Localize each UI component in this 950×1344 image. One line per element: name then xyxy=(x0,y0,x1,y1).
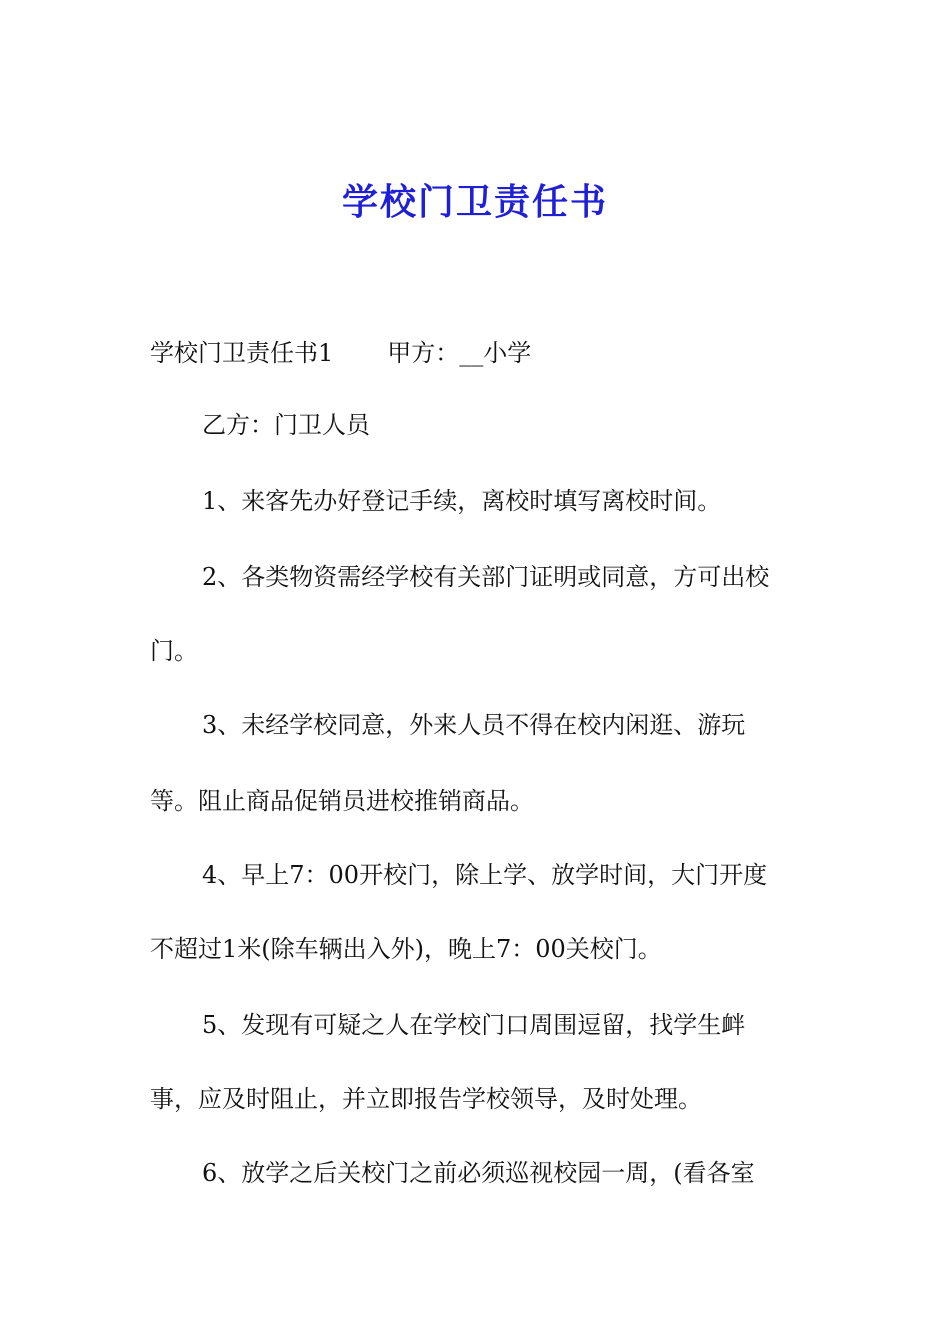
clause-2-line-2: 门。 xyxy=(150,637,198,665)
party-a: 甲方：__小学 xyxy=(387,339,532,367)
clause-3-line-1: 3、未经学校同意，外来人员不得在校内闲逛、游玩 xyxy=(202,711,746,739)
document-subtitle: 学校门卫责任书1 xyxy=(150,339,334,367)
clause-2-line-1: 2、各类物资需经学校有关部门证明或同意，方可出校 xyxy=(202,563,770,591)
clause-1: 1、来客先办好登记手续，离校时填写离校时间。 xyxy=(202,487,722,515)
clause-4-line-2: 不超过1米(除车辆出入外)，晚上7：00关校门。 xyxy=(150,935,662,963)
document-title: 学校门卫责任书 xyxy=(341,181,608,223)
header-line xyxy=(150,336,810,370)
clause-6-line-1: 6、放学之后关校门之前必须巡视校园一周，(看各室 xyxy=(202,1159,755,1187)
clause-5-line-1: 5、发现有可疑之人在学校门口周围逗留，找学生衅 xyxy=(202,1011,746,1039)
clause-5-line-2: 事，应及时阻止，并立即报告学校领导，及时处理。 xyxy=(150,1085,702,1113)
clause-4-line-1: 4、早上7：00开校门，除上学、放学时间，大门开度 xyxy=(202,861,768,889)
party-b: 乙方：门卫人员 xyxy=(202,411,370,439)
clause-3-line-2: 等。阻止商品促销员进校推销商品。 xyxy=(150,787,534,815)
